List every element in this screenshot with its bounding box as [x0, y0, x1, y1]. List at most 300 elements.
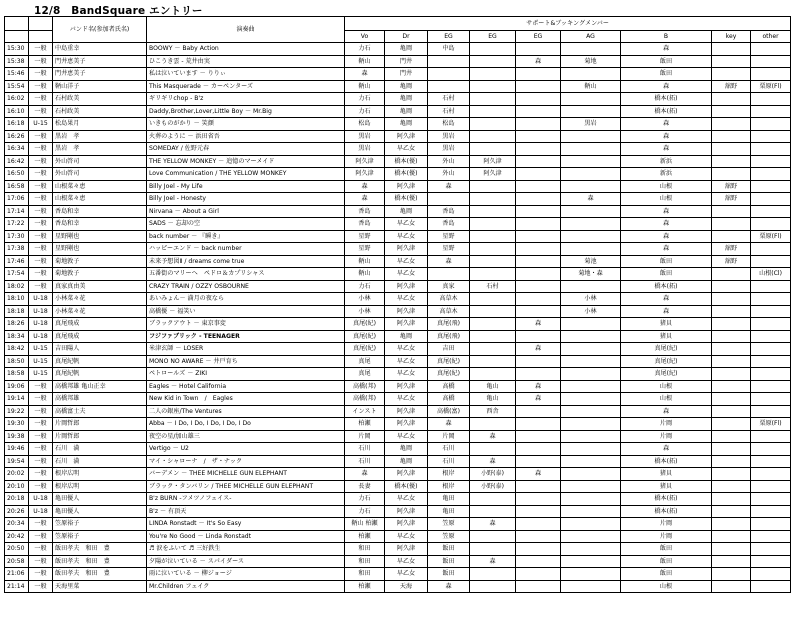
song-cell: New Kid in Town / Eagles [147, 393, 345, 406]
song-cell: いきものがかり － 笑顔 [147, 118, 345, 131]
other-cell [751, 143, 791, 156]
b-cell: 森 [621, 218, 712, 231]
key-cell [712, 168, 751, 181]
table-row [5, 130, 791, 143]
eg3-cell [516, 118, 561, 131]
dr-cell: 早乙女 [385, 268, 428, 281]
table-row [5, 530, 791, 543]
category-cell: U-18 [29, 305, 53, 318]
b-cell: 森 [621, 43, 712, 56]
category-cell: U-18 [29, 505, 53, 518]
eg1-cell: 外山 [428, 168, 470, 181]
other-cell [751, 530, 791, 543]
other-cell [751, 480, 791, 493]
eg3-cell: 森 [516, 343, 561, 356]
eg3-cell [516, 280, 561, 293]
b-cell: 橋本(拓) [621, 105, 712, 118]
other-cell: 栗原(Fl) [751, 80, 791, 93]
time-cell: 16:26 [5, 130, 29, 143]
vo-cell: 真尾(紀) [345, 330, 385, 343]
other-cell [751, 505, 791, 518]
category-cell: U-15 [29, 343, 53, 356]
category-cell: 一般 [29, 130, 53, 143]
eg3-cell [516, 580, 561, 593]
eg1-cell: 黒岩 [428, 130, 470, 143]
b-cell: 橋本(拓) [621, 93, 712, 106]
dr-cell: 橋本(優) [385, 155, 428, 168]
ag-cell [561, 418, 621, 431]
song-cell: Love Communication / THE YELLOW MONKEY [147, 168, 345, 181]
vo-cell: 高橋(邦) [345, 380, 385, 393]
time-cell: 19:46 [5, 443, 29, 456]
band-name-cell: 石川 満 [53, 455, 147, 468]
category-cell: 一般 [29, 468, 53, 481]
category-cell: 一般 [29, 55, 53, 68]
category-cell: 一般 [29, 380, 53, 393]
b-cell: 森 [621, 443, 712, 456]
eg2-cell [470, 230, 516, 243]
category-cell: U-18 [29, 493, 53, 506]
eg3-cell [516, 130, 561, 143]
band-name-cell: 山根菜々恵 [53, 180, 147, 193]
key-cell [712, 393, 751, 406]
key-cell [712, 380, 751, 393]
b-cell: 森 [621, 230, 712, 243]
dr-cell: 亀岡 [385, 118, 428, 131]
key-cell [712, 555, 751, 568]
b-cell: 飯田 [621, 268, 712, 281]
eg2-cell [470, 318, 516, 331]
vo-cell: 森 [345, 468, 385, 481]
key-cell [712, 230, 751, 243]
eg2-cell [470, 330, 516, 343]
key-cell [712, 143, 751, 156]
ag-cell [561, 243, 621, 256]
time-cell: 16:10 [5, 105, 29, 118]
b-cell: 片岡 [621, 518, 712, 531]
vo-cell: 鞆山 柏瀬 [345, 518, 385, 531]
category-cell: 一般 [29, 580, 53, 593]
category-cell: 一般 [29, 280, 53, 293]
song-cell: Daddy,Brother,Lover,Little Boy － Mr.Big [147, 105, 345, 118]
eg3-cell [516, 93, 561, 106]
ag-cell [561, 180, 621, 193]
eg3-cell: 森 [516, 55, 561, 68]
dr-cell: 早乙女 [385, 293, 428, 306]
ag-cell: 菊地 [561, 55, 621, 68]
eg3-cell [516, 330, 561, 343]
eg2-cell [470, 443, 516, 456]
song-cell: ハッピーエンド － back number [147, 243, 345, 256]
ag-cell [561, 443, 621, 456]
ag-cell [561, 155, 621, 168]
band-name-cell: 真家真由美 [53, 280, 147, 293]
eg2-cell [470, 143, 516, 156]
eg2-cell: 森 [470, 430, 516, 443]
category-cell: 一般 [29, 80, 53, 93]
song-cell: 米津玄師 － LOSER [147, 343, 345, 356]
vo-cell: 小林 [345, 293, 385, 306]
other-cell [751, 305, 791, 318]
other-cell [751, 543, 791, 556]
other-cell [751, 155, 791, 168]
table-row [5, 268, 791, 281]
eg3-cell [516, 455, 561, 468]
eg1-cell: 根岸 [428, 480, 470, 493]
time-cell: 18:58 [5, 368, 29, 381]
dr-cell: 亀岡 [385, 443, 428, 456]
eg1-cell: 香島 [428, 218, 470, 231]
time-cell: 19:38 [5, 430, 29, 443]
vo-cell: 力石 [345, 505, 385, 518]
eg2-cell: 亀山 [470, 380, 516, 393]
time-cell: 19:14 [5, 393, 29, 406]
b-cell: 猪貝 [621, 480, 712, 493]
ag-cell [561, 518, 621, 531]
vo-cell: 真尾(紀) [345, 343, 385, 356]
dr-cell: 早乙女 [385, 368, 428, 381]
time-cell: 17:14 [5, 205, 29, 218]
eg2-cell [470, 130, 516, 143]
other-cell [751, 293, 791, 306]
eg2-cell: 阿久津 [470, 155, 516, 168]
other-cell [751, 318, 791, 331]
song-cell: Nirvana － About a Girl [147, 205, 345, 218]
eg3-cell [516, 568, 561, 581]
col-header-other: other [751, 31, 791, 43]
dr-cell: 亀岡 [385, 330, 428, 343]
eg1-cell: 高橋 [428, 393, 470, 406]
time-cell: 18:18 [5, 305, 29, 318]
dr-cell: 亀岡 [385, 80, 428, 93]
col-header-eg2: EG [470, 31, 516, 43]
eg2-cell: 森 [470, 518, 516, 531]
category-cell: 一般 [29, 180, 53, 193]
key-cell [712, 443, 751, 456]
eg1-cell: 高草木 [428, 293, 470, 306]
eg2-cell: 森 [470, 455, 516, 468]
ag-cell [561, 405, 621, 418]
time-cell: 18:02 [5, 280, 29, 293]
table-row [5, 568, 791, 581]
time-cell: 16:42 [5, 155, 29, 168]
b-cell: 猪貝 [621, 318, 712, 331]
category-cell: 一般 [29, 105, 53, 118]
band-name-cell: 門井恵美子 [53, 68, 147, 81]
other-cell [751, 105, 791, 118]
eg2-cell [470, 218, 516, 231]
time-cell: 15:54 [5, 80, 29, 93]
ag-cell [561, 318, 621, 331]
vo-cell: 松島 [345, 118, 385, 131]
time-cell: 18:42 [5, 343, 29, 356]
other-cell [751, 205, 791, 218]
table-row [5, 255, 791, 268]
vo-cell: 真尾(紀) [345, 318, 385, 331]
eg3-cell [516, 243, 561, 256]
dr-cell: 阿久津 [385, 468, 428, 481]
eg2-cell [470, 105, 516, 118]
b-cell: 飯田 [621, 543, 712, 556]
other-cell [751, 330, 791, 343]
table-row [5, 243, 791, 256]
eg2-cell [470, 293, 516, 306]
band-name-cell: 飯田孝夫 和田 豊 [53, 555, 147, 568]
song-cell: バーデメン － THEE MICHELLE GUN ELEPHANT [147, 468, 345, 481]
song-cell: あいみょん－ 満月の夜なら [147, 293, 345, 306]
ag-cell [561, 143, 621, 156]
dr-cell: 阿久津 [385, 505, 428, 518]
dr-cell: 早乙女 [385, 493, 428, 506]
dr-cell: 阿久津 [385, 418, 428, 431]
song-cell: ♬ 涙をふいて ♬ 三好鉄生 [147, 543, 345, 556]
dr-cell: 早乙女 [385, 343, 428, 356]
song-cell: ひこうき雲 - 荒井由実 [147, 55, 345, 68]
b-cell: 猪貝 [621, 468, 712, 481]
band-name-cell: 真尾飛成 [53, 330, 147, 343]
song-cell: MONO NO AWARE － 井戸育ち [147, 355, 345, 368]
table-row [5, 468, 791, 481]
col-header-eg1: EG [428, 31, 470, 43]
time-cell: 17:38 [5, 243, 29, 256]
song-cell: 五番街のマリーへ ペドロ＆カプリシャス [147, 268, 345, 281]
time-cell: 18:26 [5, 318, 29, 331]
b-cell: 飯田 [621, 255, 712, 268]
eg2-cell [470, 368, 516, 381]
eg2-cell [470, 43, 516, 56]
vo-cell: 柏瀬 [345, 530, 385, 543]
ag-cell [561, 543, 621, 556]
other-cell [751, 168, 791, 181]
b-cell: 森 [621, 293, 712, 306]
table-row [5, 355, 791, 368]
category-cell: 一般 [29, 268, 53, 281]
eg1-cell: 根岸 [428, 468, 470, 481]
b-cell: 真尾(紀) [621, 355, 712, 368]
song-cell: CRAZY TRAIN / OZZY OSBOURNE [147, 280, 345, 293]
key-cell [712, 205, 751, 218]
eg2-cell [470, 505, 516, 518]
dr-cell: 阿久津 [385, 180, 428, 193]
b-cell: 飯田 [621, 55, 712, 68]
dr-cell: 橋本(優) [385, 480, 428, 493]
vo-cell: 長妻 [345, 480, 385, 493]
ag-cell [561, 380, 621, 393]
time-cell: 17:06 [5, 193, 29, 206]
key-cell: 舘野 [712, 193, 751, 206]
category-cell: 一般 [29, 155, 53, 168]
time-cell: 20:34 [5, 518, 29, 531]
eg1-cell: 森 [428, 580, 470, 593]
dr-cell: 門井 [385, 55, 428, 68]
band-name-cell: 外山啓司 [53, 168, 147, 181]
key-cell: 舘野 [712, 255, 751, 268]
b-cell: 森 [621, 130, 712, 143]
ag-cell: 鞆山 [561, 80, 621, 93]
eg1-cell: 石川 [428, 443, 470, 456]
eg3-cell [516, 530, 561, 543]
table-row [5, 143, 791, 156]
other-cell [751, 455, 791, 468]
ag-cell: 黒岩 [561, 118, 621, 131]
key-cell [712, 468, 751, 481]
eg1-cell: 高橋 [428, 380, 470, 393]
table-row [5, 305, 791, 318]
table-row [5, 318, 791, 331]
dr-cell: 阿久津 [385, 543, 428, 556]
dr-cell: 阿久津 [385, 318, 428, 331]
song-cell: 私は泣いています － りりぃ [147, 68, 345, 81]
other-cell [751, 218, 791, 231]
song-cell: マイ・シャローナ / ザ・ナック [147, 455, 345, 468]
vo-cell: 鞆山 [345, 55, 385, 68]
ag-cell [561, 355, 621, 368]
band-name-header: バンド名(参加者氏名) [53, 17, 147, 43]
band-name-cell: 山根菜々恵 [53, 193, 147, 206]
time-cell: 20:26 [5, 505, 29, 518]
eg2-cell: 亀山 [470, 393, 516, 406]
key-cell [712, 505, 751, 518]
table-row [5, 555, 791, 568]
vo-cell: 和田 [345, 568, 385, 581]
eg3-cell [516, 143, 561, 156]
key-cell [712, 418, 751, 431]
ag-cell [561, 430, 621, 443]
eg2-cell [470, 243, 516, 256]
vo-cell: 星野 [345, 243, 385, 256]
eg3-cell [516, 105, 561, 118]
eg1-cell [428, 268, 470, 281]
category-cell: 一般 [29, 143, 53, 156]
time-cell: 19:54 [5, 455, 29, 468]
key-cell [712, 268, 751, 281]
band-name-cell: 真尾紀帆 [53, 355, 147, 368]
time-cell: 21:14 [5, 580, 29, 593]
category-cell: U-15 [29, 118, 53, 131]
table-row [5, 393, 791, 406]
b-cell: 飯田 [621, 555, 712, 568]
support-members-header: サポート&ブッキングメンバー [345, 17, 791, 31]
table-row [5, 380, 791, 393]
key-cell: 舘野 [712, 180, 751, 193]
key-cell [712, 155, 751, 168]
ag-cell [561, 280, 621, 293]
ag-cell: 小林 [561, 293, 621, 306]
table-row [5, 80, 791, 93]
key-cell [712, 368, 751, 381]
song-cell: Billy Joel - Honesty [147, 193, 345, 206]
eg2-cell: 森 [470, 555, 516, 568]
band-name-cell: 真尾飛成 [53, 318, 147, 331]
band-name-cell: 根岸広明 [53, 468, 147, 481]
ag-cell [561, 468, 621, 481]
dr-cell: 早乙女 [385, 393, 428, 406]
song-cell: 二人の銀座/The Ventures [147, 405, 345, 418]
table-row [5, 155, 791, 168]
other-cell [751, 118, 791, 131]
time-cell: 20:58 [5, 555, 29, 568]
category-cell: 一般 [29, 43, 53, 56]
category-cell: 一般 [29, 168, 53, 181]
key-cell [712, 543, 751, 556]
eg1-cell: 真尾(紀) [428, 368, 470, 381]
eg2-cell: 小野(泰) [470, 480, 516, 493]
band-name-cell: 香島和幸 [53, 205, 147, 218]
eg3-cell [516, 493, 561, 506]
time-cell: 16:18 [5, 118, 29, 131]
band-name-cell: 松島果月 [53, 118, 147, 131]
ag-cell [561, 343, 621, 356]
eg1-cell: 吉田 [428, 343, 470, 356]
time-cell: 16:58 [5, 180, 29, 193]
band-name-cell: 片岡哲郎 [53, 430, 147, 443]
eg2-cell [470, 68, 516, 81]
band-name-cell: 菊地敦子 [53, 255, 147, 268]
category-cell: 一般 [29, 443, 53, 456]
ag-cell [561, 493, 621, 506]
vo-cell: 和田 [345, 555, 385, 568]
dr-cell: 亀岡 [385, 93, 428, 106]
vo-cell: 星野 [345, 230, 385, 243]
other-cell [751, 193, 791, 206]
key-cell [712, 568, 751, 581]
eg3-cell: 森 [516, 393, 561, 406]
ag-cell [561, 205, 621, 218]
eg3-cell [516, 205, 561, 218]
song-cell: 高橋優 － 福笑い [147, 305, 345, 318]
col-header-b: B [621, 31, 712, 43]
eg1-cell [428, 68, 470, 81]
other-cell: 山根(Cl) [751, 268, 791, 281]
table-row [5, 493, 791, 506]
dr-cell: 早乙女 [385, 430, 428, 443]
eg3-cell [516, 555, 561, 568]
song-cell: You're No Good － Linda Ronstadt [147, 530, 345, 543]
band-name-cell: 亀田優人 [53, 493, 147, 506]
key-cell [712, 318, 751, 331]
table-row [5, 405, 791, 418]
eg2-cell [470, 93, 516, 106]
band-name-cell: 黒岩 孝 [53, 143, 147, 156]
other-cell [751, 93, 791, 106]
table-row [5, 505, 791, 518]
eg1-cell: 星野 [428, 230, 470, 243]
col-header-eg3: EG [516, 31, 561, 43]
table-row [5, 518, 791, 531]
other-cell [751, 43, 791, 56]
eg2-cell [470, 205, 516, 218]
eg1-cell: 外山 [428, 155, 470, 168]
dr-cell: 阿久津 [385, 380, 428, 393]
song-cell: 夜空の星/加山雄三 [147, 430, 345, 443]
other-cell [751, 430, 791, 443]
eg3-cell [516, 418, 561, 431]
table-row [5, 455, 791, 468]
band-name-cell: 中島重幸 [53, 43, 147, 56]
key-cell [712, 355, 751, 368]
band-name-cell: 笠原裕子 [53, 518, 147, 531]
other-cell [751, 130, 791, 143]
table-row [5, 68, 791, 81]
song-cell: BOOWY － Baby Action [147, 43, 345, 56]
vo-cell: 和田 [345, 543, 385, 556]
key-cell [712, 405, 751, 418]
eg1-cell: 香島 [428, 205, 470, 218]
eg2-cell: 石村 [470, 280, 516, 293]
song-cell: ブラックアウト － 東京事変 [147, 318, 345, 331]
song-cell: SADS － 忘却の空 [147, 218, 345, 231]
category-cell: U-18 [29, 293, 53, 306]
